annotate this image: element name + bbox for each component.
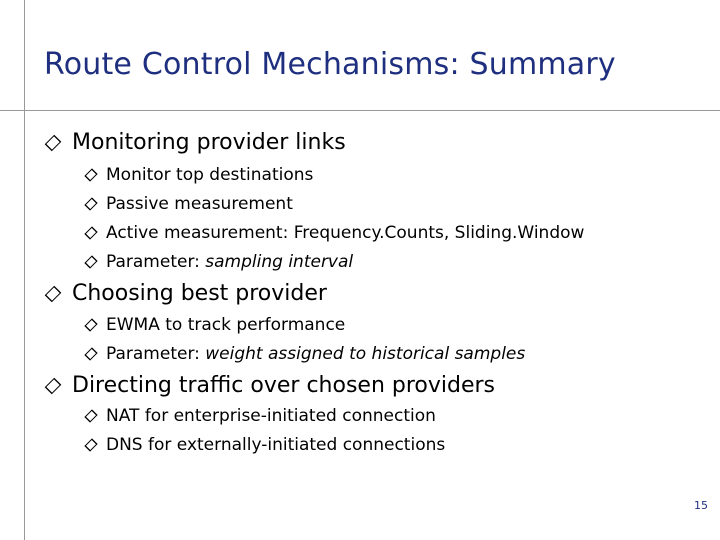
bullet-text: Choosing best provider [72,281,327,306]
bullet-text: Directing traffic over chosen providers [72,373,496,398]
sub-bullet-text: NAT for enterprise-initiated connection [106,406,436,426]
sub-bullet-item [84,223,584,243]
diamond-bullet-icon [84,168,97,181]
slide-title: Route Control Mechanisms: Summary [44,47,616,82]
sub-bullet-item [84,344,525,364]
sub-bullet-prefix: Parameter: [106,344,206,364]
sub-bullet-text: Monitor top destinations [106,165,314,185]
sub-bullet-item [84,435,445,455]
sub-bullet-text: Passive measurement [106,194,293,214]
sub-bullet-item [84,165,313,185]
sub-bullet-emphasis: sampling interval [205,252,354,272]
diamond-bullet-icon [84,347,97,360]
diamond-bullet-icon [45,285,62,302]
sub-bullet-text: DNS for externally-initiated connections [106,435,446,455]
diamond-bullet-icon [84,409,97,422]
diamond-bullet-icon [45,134,62,151]
bullet-item [44,373,495,398]
bullet-item [44,130,346,155]
sub-bullet-item [84,406,436,426]
sub-bullet-item [84,252,353,272]
bullet-item [44,281,327,306]
sub-bullet-emphasis: weight assigned to historical samples [205,344,526,364]
diamond-bullet-icon [84,438,97,451]
diamond-bullet-icon [84,318,97,331]
sub-bullet-prefix: Parameter: [106,252,206,272]
bullet-text: Monitoring provider links [72,130,346,155]
sub-bullet-text: EWMA to track performance [106,315,346,335]
diamond-bullet-icon [45,377,62,394]
sub-bullet-item [84,194,293,214]
diamond-bullet-icon [84,197,97,210]
sub-bullet-item [84,315,345,335]
page-number: 15 [694,499,708,512]
diamond-bullet-icon [84,226,97,239]
sub-bullet-text: Active measurement: Frequency.Counts, Sliding.Window [106,223,585,243]
diamond-bullet-icon [84,255,97,268]
